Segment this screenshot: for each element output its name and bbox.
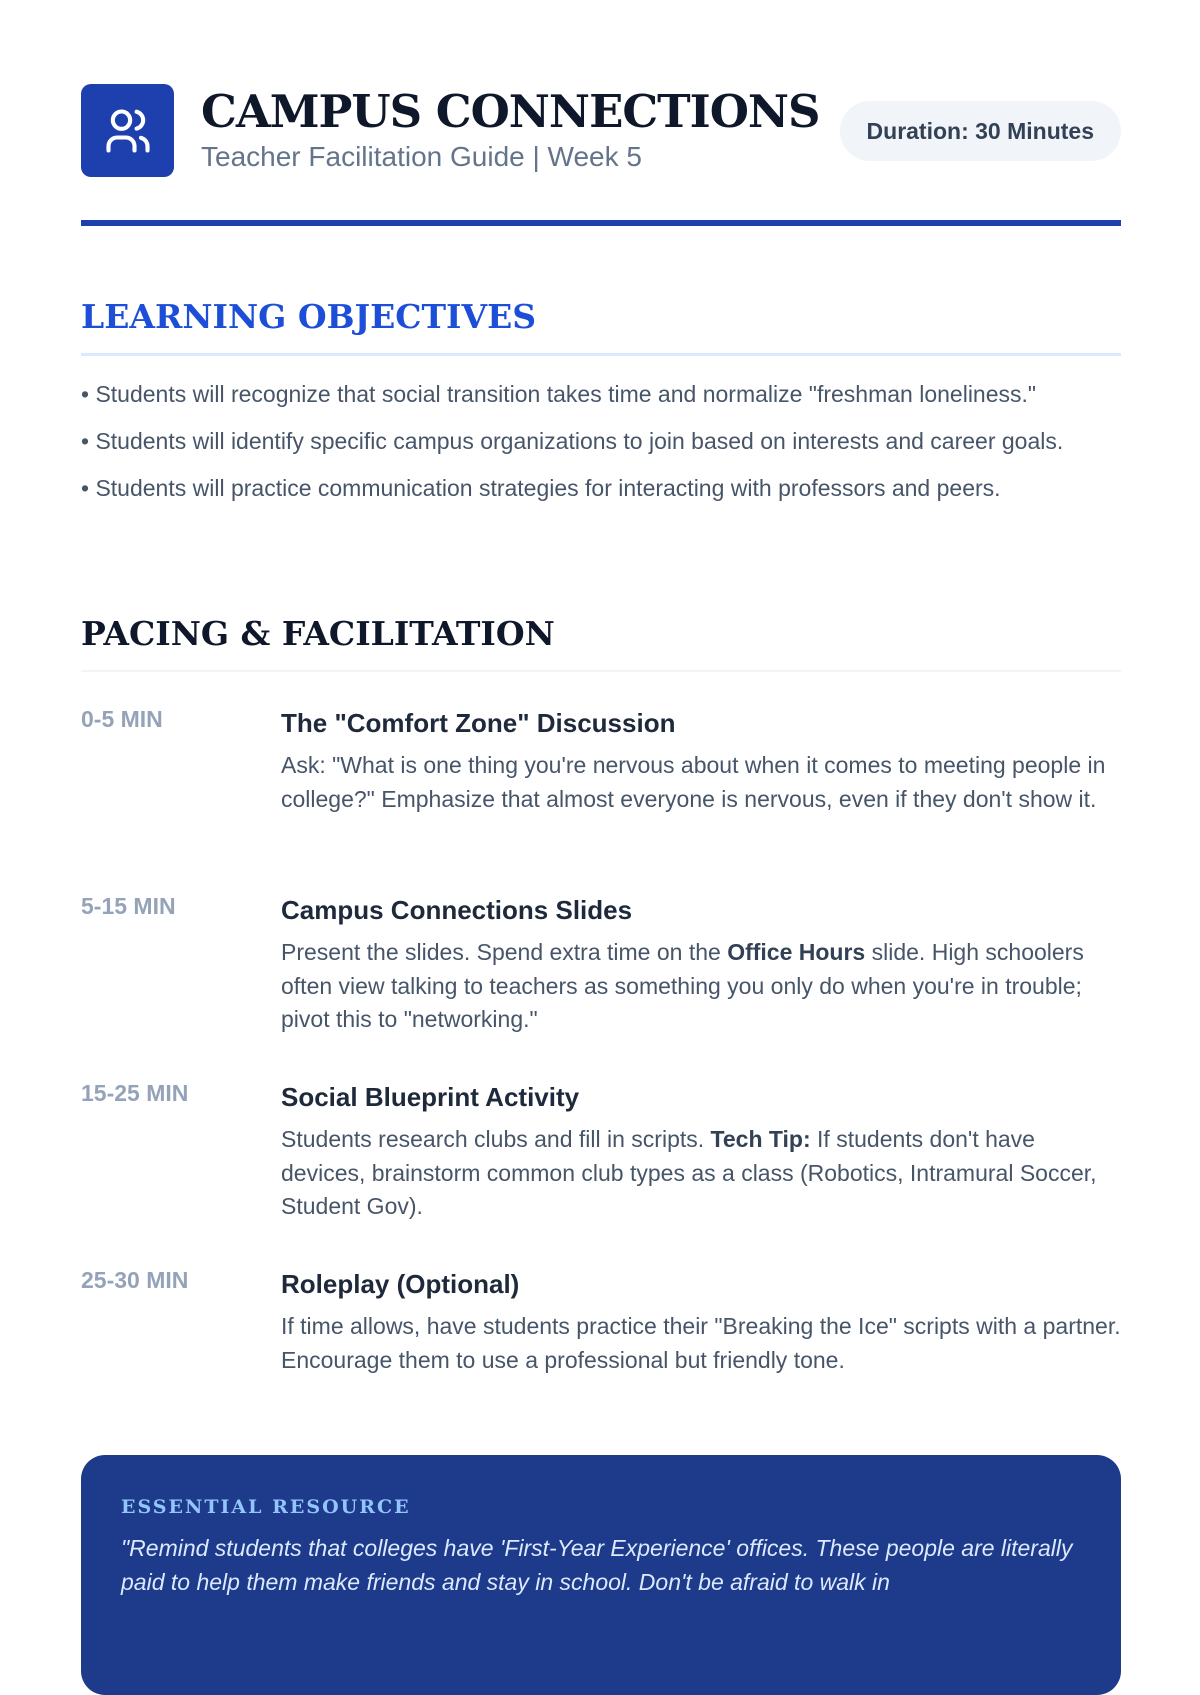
pacing-content bbox=[281, 1268, 1121, 1377]
description-emphasis: Office Hours bbox=[727, 939, 866, 965]
description-text: Present the slides. Spend extra time on the bbox=[281, 939, 728, 965]
objective-item: • Students will recognize that social transition takes time and normalize "freshman loneliness." bbox=[81, 381, 1037, 407]
resource-quote: "Remind students that colleges have 'First-Year Experience' offices. These people are literally paid to help them make friends and stay in school. Don't be afraid to walk in bbox=[121, 1535, 1073, 1595]
pacing-time: 15-25 MIN bbox=[81, 1080, 189, 1106]
pacing-title: Campus Connections Slides bbox=[281, 895, 633, 925]
essential-resource-callout bbox=[81, 1455, 1121, 1695]
users-icon bbox=[81, 84, 174, 177]
page-subtitle: Teacher Facilitation Guide | Week 5 bbox=[201, 141, 642, 172]
pacing-description bbox=[281, 936, 1121, 1037]
description-text: Students research clubs and fill in scripts. bbox=[281, 1126, 711, 1152]
pacing-title: The "Comfort Zone" Discussion bbox=[281, 708, 676, 738]
pacing-time: 25-30 MIN bbox=[81, 1267, 189, 1293]
header-titles bbox=[201, 84, 820, 174]
pacing-content bbox=[281, 707, 1121, 816]
description-text: slide. High schoolers often view talking to teachers as something you only do when you're in trouble; pivot this to "networking." bbox=[281, 939, 1084, 1032]
pacing-content bbox=[281, 894, 1121, 1037]
pacing-time: 0-5 MIN bbox=[81, 706, 163, 732]
resource-label: ESSENTIAL RESOURCE bbox=[121, 1496, 411, 1518]
facilitation-guide-page bbox=[81, 84, 1121, 1595]
objective-item: • Students will practice communication strategies for interacting with professors and peers. bbox=[81, 475, 1001, 501]
guide-header bbox=[81, 84, 1121, 177]
description-text: If students don't have devices, brainstorm common club types as a class (Robotics, Intramural Soccer, Student Gov). bbox=[281, 1126, 1097, 1219]
objectives-divider bbox=[81, 353, 1121, 356]
pacing-description bbox=[281, 1123, 1121, 1224]
pacing-heading: PACING & FACILITATION bbox=[81, 614, 555, 653]
header-divider bbox=[81, 220, 1121, 226]
objective-item: • Students will identify specific campus organizations to join based on interests and career goals. bbox=[81, 428, 1064, 454]
objectives-heading: LEARNING OBJECTIVES bbox=[81, 297, 537, 336]
learning-objectives-section bbox=[81, 297, 1121, 519]
pacing-section bbox=[81, 614, 1121, 1373]
pacing-description: Ask: "What is one thing you're nervous about when it comes to meeting people in college?" Emphasize that almost everyone is nervous, even if they don't show it. bbox=[281, 752, 1106, 812]
duration-badge: Duration: 30 Minutes bbox=[840, 101, 1121, 161]
pacing-description: If time allows, have students practice their "Breaking the Ice" scripts with a partner. Encourage them to use a professional but friendly tone. bbox=[281, 1313, 1121, 1373]
page-title: CAMPUS CONNECTIONS bbox=[201, 85, 820, 138]
description-emphasis: Tech Tip: bbox=[710, 1126, 811, 1152]
pacing-title: Roleplay (Optional) bbox=[281, 1269, 520, 1299]
pacing-time: 5-15 MIN bbox=[81, 893, 176, 919]
pacing-divider bbox=[81, 670, 1121, 672]
pacing-title: Social Blueprint Activity bbox=[281, 1082, 580, 1112]
objectives-list bbox=[81, 378, 1121, 505]
pacing-content bbox=[281, 1081, 1121, 1224]
